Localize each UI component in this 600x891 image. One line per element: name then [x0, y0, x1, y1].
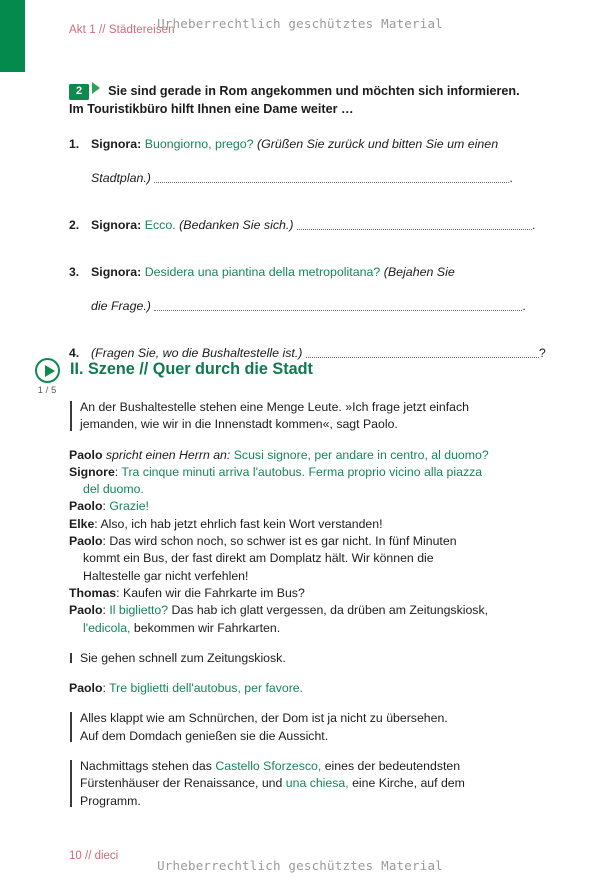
question-item	[69, 208, 564, 242]
dialogue-turn	[69, 585, 564, 602]
turn-german-text: Das wird schon noch, so schwer ist es gar nicht. In fünf Minuten	[105, 534, 457, 549]
answer-blank-line[interactable]	[154, 299, 522, 311]
turn-continuation: del duomo.	[83, 482, 144, 497]
turn-speaker: Paolo	[69, 534, 103, 549]
turn-separator: :	[102, 534, 106, 549]
page-number: 10	[69, 850, 82, 862]
turn-continuation: kommt ein Bus, der fast direkt am Domplatz hält. Wir können die	[83, 551, 434, 566]
question-instruction-line-2: die Frage.)	[91, 299, 151, 313]
turn-speaker: Paolo	[69, 499, 103, 514]
turn-stage-direction: spricht einen Herrn an:	[102, 447, 231, 462]
narration-paragraph	[69, 650, 564, 667]
turn-speaker: Paolo	[69, 681, 103, 696]
exercise-number-badge: 2	[69, 84, 89, 100]
question-item	[69, 255, 564, 323]
dialogue-turn	[69, 516, 564, 533]
copyright-watermark-bottom: Urheberrechtlich geschütztes Material	[157, 858, 443, 873]
narration-line-1: An der Bushaltestelle stehen eine Menge Leute. »Ich frage jetzt einfach	[80, 400, 469, 414]
dialogue-turn	[69, 498, 564, 515]
turn-italian-text: Grazie!	[105, 499, 149, 514]
exercise-instruction-line-1: Sie sind gerade in Rom angekommen und möchten sich informieren.	[108, 84, 520, 98]
question-speaker: Signora:	[91, 137, 142, 151]
turn-speaker: Paolo	[69, 447, 103, 462]
green-corner-tab	[0, 0, 25, 72]
narration-highlight-chiesa: una chiesa,	[285, 776, 349, 791]
turn-italian-text: Tra cinque minuti arriva l'autobus. Ferma proprio vicino alla piazza	[118, 464, 483, 479]
question-speaker: Signora:	[91, 265, 142, 279]
turn-separator: :	[114, 464, 119, 479]
narration-line-1-a: Nachmittags stehen das	[80, 759, 216, 774]
turn-continuation: Haltestelle gar nicht verfehlen!	[83, 568, 249, 583]
narration-line-2: Auf dem Domdach genießen sie die Aussicht.	[80, 728, 329, 743]
turn-separator: :	[116, 585, 120, 600]
turn-continuation-german: bekommen wir Fahrkarten.	[130, 620, 281, 635]
running-head: Akt 1 // Städtereisen	[69, 24, 175, 36]
narration-line-2: jemanden, wie wir in die Innenstadt kommen«, sagt Paolo.	[80, 417, 398, 432]
copyright-watermark-top: Urheberrechtlich geschütztes Material	[157, 16, 443, 31]
page-number-word: // dieci	[85, 850, 119, 862]
exercise-block	[69, 82, 564, 118]
question-italian-prompt: Desidera una piantina della metropolitana?	[144, 265, 381, 279]
dialogue-turn	[69, 533, 564, 585]
question-number: 2.	[69, 218, 80, 232]
audio-track-control[interactable]	[30, 358, 64, 396]
scene-title: II. Szene // Quer durch die Stadt	[70, 360, 313, 378]
turn-speaker: Paolo	[69, 603, 103, 618]
dialogue-turn	[69, 680, 564, 697]
narration-paragraph	[69, 710, 564, 745]
question-instruction-line-1: (Grüßen Sie zurück und bitten Sie um einen	[257, 137, 499, 151]
answer-blank-line[interactable]	[297, 218, 532, 230]
turn-german-text: Das hab ich glatt vergessen, da drüben am Zeitungskiosk,	[168, 603, 489, 618]
dialogue-body	[69, 399, 564, 823]
turn-german-text: Kaufen wir die Fahrkarte im Bus?	[119, 585, 305, 600]
question-number: 4.	[69, 346, 80, 360]
exercise-question-list	[69, 127, 564, 383]
narration-line-1: Alles klappt wie am Schnürchen, der Dom ist ja nicht zu übersehen.	[80, 711, 448, 726]
answer-blank-line[interactable]	[306, 346, 539, 358]
narration-highlight-castello: Castello Sforzesco,	[215, 759, 322, 774]
turn-italian-text: Scusi signore, per andare in centro, al duomo?	[230, 447, 489, 462]
turn-separator: :	[94, 516, 98, 531]
question-instruction-line-2: Stadtplan.)	[91, 171, 151, 185]
turn-italian-text: Il biglietto?	[105, 603, 169, 618]
question-number: 3.	[69, 265, 80, 279]
exercise-instruction-line-2: Im Touristikbüro hilft Ihnen eine Dame weiter …	[69, 101, 354, 116]
dialogue-turn-group	[69, 447, 564, 637]
answer-trailing-punct: .	[531, 218, 536, 232]
narration-paragraph	[69, 758, 564, 810]
audio-track-label: 1 / 5	[37, 385, 57, 396]
dialogue-turn	[69, 447, 564, 464]
question-speaker: Signora:	[91, 218, 142, 232]
play-circle-icon[interactable]	[35, 358, 60, 383]
turn-speaker: Elke	[69, 516, 95, 531]
turn-continuation-italian: l'edicola,	[83, 620, 131, 635]
answer-trailing-punct: .	[509, 171, 513, 185]
narration-line-2-a: Fürstenhäuser der Renaissance, und	[80, 776, 286, 791]
turn-separator: :	[102, 681, 106, 696]
turn-speaker: Thomas	[69, 585, 117, 600]
dialogue-turn	[69, 602, 564, 637]
narration-line-3: Programm.	[80, 793, 141, 808]
dialogue-turn-group	[69, 680, 564, 697]
turn-continuation	[69, 620, 564, 637]
turn-italian-text: Tre biglietti dell'autobus, per favore.	[105, 681, 304, 696]
narration-paragraph	[69, 399, 564, 434]
dialogue-turn	[69, 464, 564, 499]
answer-trailing-punct: ?	[538, 346, 546, 360]
turn-german-text: Also, ich hab jetzt ehrlich fast kein Wort verstanden!	[97, 516, 383, 531]
question-item	[69, 127, 564, 195]
exercise-instruction	[69, 82, 564, 118]
turn-separator: :	[102, 603, 106, 618]
play-triangle-icon	[92, 82, 100, 94]
question-number: 1.	[69, 137, 80, 151]
turn-speaker: Signore	[69, 464, 115, 479]
question-italian-prompt: Buongiorno, prego?	[144, 137, 254, 151]
question-instruction-line-1: (Bedanken Sie sich.)	[179, 218, 294, 232]
turn-separator: :	[102, 499, 106, 514]
answer-trailing-punct: .	[522, 299, 526, 313]
narration-line-2-b: eine Kirche, auf dem	[348, 776, 465, 791]
answer-blank-line[interactable]	[154, 171, 509, 183]
question-italian-prompt: Ecco.	[144, 218, 176, 232]
question-instruction-line-1: (Fragen Sie, wo die Bushaltestelle ist.)	[91, 346, 303, 360]
narration-line-1: Sie gehen schnell zum Zeitungskiosk.	[80, 650, 286, 665]
narration-line-1-b: eines der bedeutendsten	[321, 759, 461, 774]
question-instruction-line-1: (Bejahen Sie	[383, 265, 455, 279]
